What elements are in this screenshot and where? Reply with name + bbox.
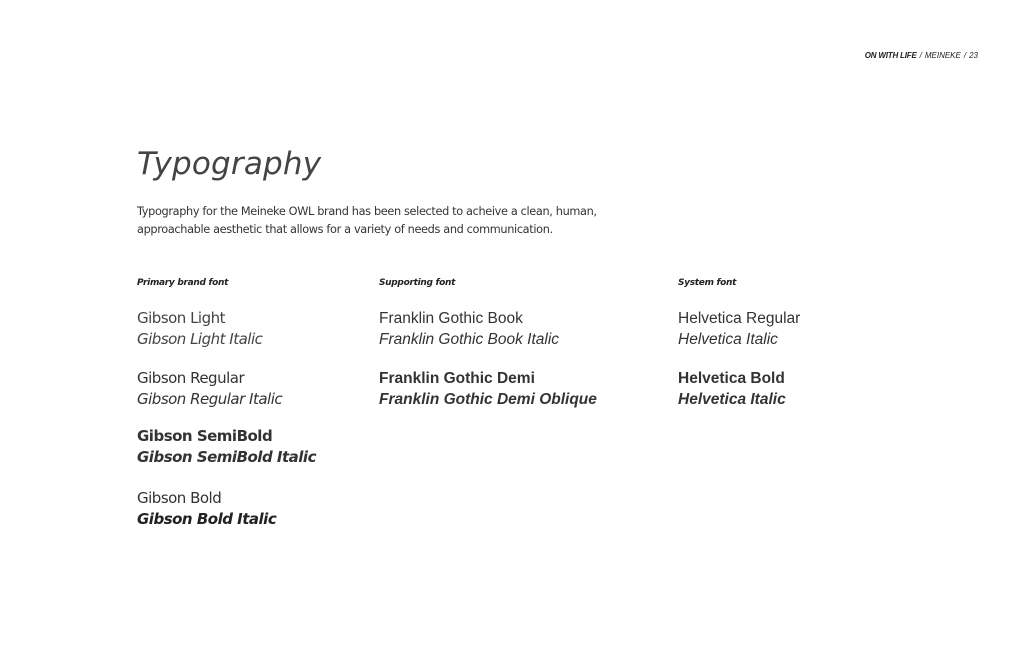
font-sample: Gibson SemiBold Italic bbox=[137, 448, 316, 466]
font-sample: Franklin Gothic Demi Oblique bbox=[379, 391, 597, 408]
page-folio bbox=[865, 51, 978, 60]
font-group-book bbox=[379, 308, 597, 350]
font-sample: Helvetica Italic bbox=[678, 331, 778, 348]
folio-separator: / bbox=[919, 51, 922, 60]
font-sample: Gibson SemiBold bbox=[137, 427, 273, 445]
supporting-font-column bbox=[379, 278, 597, 410]
font-sample: Helvetica Italic bbox=[678, 391, 786, 408]
font-group-helvetica-regular bbox=[678, 308, 800, 350]
intro-paragraph: Typography for the Meineke OWL brand has been selected to acheive a clean, human, approachable aesthetic that allows for a variety of needs and communication. bbox=[137, 205, 597, 236]
page-number: 23 bbox=[969, 51, 978, 60]
font-group-demi bbox=[379, 368, 597, 410]
font-sample: Franklin Gothic Book Italic bbox=[379, 331, 560, 348]
folio-separator-2: / bbox=[963, 51, 967, 60]
page-title: Typography bbox=[137, 146, 322, 182]
font-group-helvetica-bold bbox=[678, 368, 800, 410]
font-sample: Gibson Regular Italic bbox=[137, 390, 283, 408]
folio-brand: ON WITH LIFE bbox=[864, 51, 917, 60]
font-sample: Helvetica Bold bbox=[678, 370, 785, 387]
font-sample: Helvetica Regular bbox=[678, 310, 801, 327]
supporting-font-heading: Supporting font bbox=[379, 278, 456, 288]
font-sample: Gibson Regular bbox=[137, 369, 245, 387]
font-sample: Gibson Light bbox=[137, 309, 226, 327]
font-sample: Gibson Bold Italic bbox=[137, 510, 277, 528]
font-sample: Franklin Gothic Demi bbox=[379, 370, 535, 387]
font-group-semibold bbox=[137, 426, 316, 468]
font-group-bold bbox=[137, 488, 316, 530]
font-sample: Gibson Bold bbox=[137, 489, 222, 507]
system-font-column bbox=[678, 278, 800, 410]
folio-client: MEINEKE bbox=[924, 51, 961, 60]
system-font-heading: System font bbox=[678, 278, 737, 288]
font-sample: Gibson Light Italic bbox=[137, 330, 263, 348]
font-group-light bbox=[137, 308, 316, 350]
primary-font-heading: Primary brand font bbox=[137, 278, 229, 288]
font-sample: Franklin Gothic Book bbox=[379, 310, 523, 327]
primary-font-column bbox=[137, 278, 316, 530]
font-group-regular bbox=[137, 368, 316, 410]
